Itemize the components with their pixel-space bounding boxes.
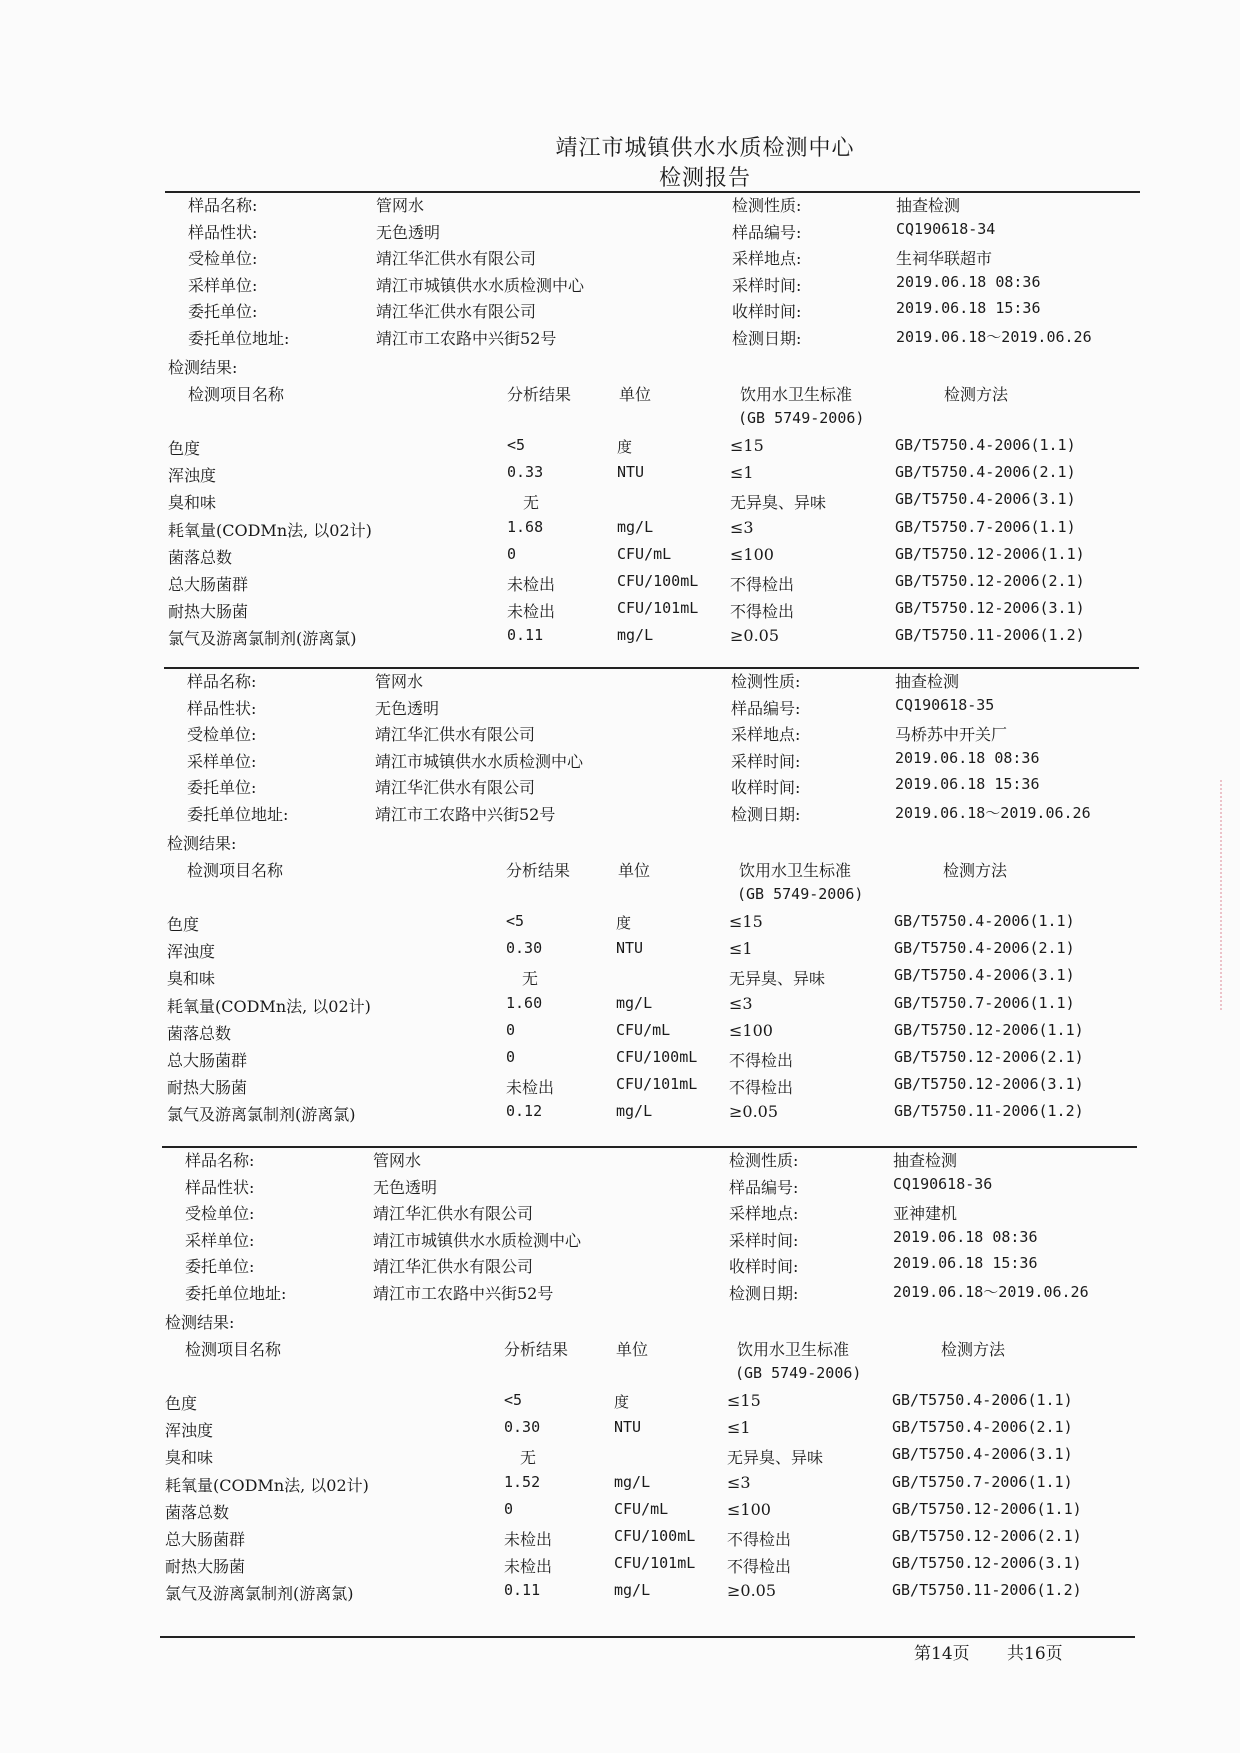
- field-label-sample-name: 样品名称:: [188, 196, 258, 215]
- cell-unit: CFU/101mL: [614, 1554, 696, 1573]
- table-row: [0, 1527, 1240, 1551]
- results-table-header-sub: [0, 409, 1240, 433]
- cell-method: GB/T5750.11-2006(1.2): [895, 626, 1085, 645]
- sample-info-row: [0, 1201, 1240, 1225]
- cell-unit: CFU/101mL: [617, 599, 699, 618]
- cell-standard: ≥0.05: [727, 1581, 777, 1601]
- org-title: 靖江市城镇供水水质检测中心: [555, 136, 855, 161]
- table-row: [0, 966, 1240, 990]
- field-value-client-address: 靖江市工农路中兴街52号: [373, 1283, 554, 1303]
- cell-unit: 度: [617, 438, 633, 456]
- cell-standard: 无异臭、异味: [729, 969, 826, 989]
- field-label-sample-name: 样品名称:: [185, 1151, 255, 1170]
- cell-method: GB/T5750.4-2006(1.1): [895, 436, 1076, 454]
- results-table-header: [0, 1337, 1240, 1361]
- results-table-header-sub: [0, 885, 1240, 909]
- cell-item: 菌落总数: [168, 547, 233, 567]
- field-value-sample-state: 无色透明: [373, 1177, 438, 1197]
- field-label-client-address: 委托单位地址:: [188, 328, 290, 348]
- field-label-sample-state: 样品性状:: [187, 698, 257, 718]
- field-value-sample-no: CQ190618-35: [895, 695, 995, 714]
- cell-item: 浑浊度: [168, 466, 217, 486]
- field-label-sample-no: 样品编号:: [729, 1177, 799, 1197]
- table-row: [0, 939, 1240, 963]
- sample-info-row: [0, 1281, 1240, 1305]
- cell-unit: CFU/mL: [617, 544, 672, 563]
- field-value-sampling-site: 生祠华联超市: [896, 249, 993, 268]
- cell-method: GB/T5750.7-2006(1.1): [895, 517, 1076, 536]
- cell-method: GB/T5750.12-2006(2.1): [894, 1048, 1084, 1066]
- table-row: [0, 1418, 1240, 1442]
- cell-unit: CFU/mL: [614, 1499, 669, 1518]
- col-header-method: 检测方法: [943, 861, 1008, 880]
- field-label-sampling-site: 采样地点:: [731, 725, 801, 744]
- field-value-sampling-unit: 靖江市城镇供水水质检测中心: [375, 751, 584, 771]
- results-table-header: [0, 858, 1240, 882]
- cell-result: 0.33: [507, 463, 544, 482]
- cell-standard: ≤1: [727, 1418, 751, 1438]
- field-label-test-nature: 检测性质:: [732, 196, 802, 215]
- field-label-inspected-unit: 受检单位:: [188, 249, 258, 268]
- table-row: [0, 545, 1240, 569]
- cell-result: <5: [506, 912, 525, 930]
- field-value-sampling-site: 马桥苏中开关厂: [895, 725, 1008, 744]
- results-heading: [0, 355, 1240, 379]
- field-value-sample-name: 管网水: [373, 1151, 422, 1170]
- col-header-standard-code: (GB 5749-2006): [737, 885, 864, 903]
- cell-unit: CFU/100mL: [617, 572, 699, 590]
- field-value-sample-name: 管网水: [376, 196, 425, 215]
- cell-method: GB/T5750.12-2006(2.1): [895, 572, 1085, 590]
- col-header-standard: 饮用水卫生标准: [740, 385, 853, 404]
- cell-item: 耗氧量(CODMn法, 以02计): [165, 1475, 369, 1495]
- sample-info-row: [0, 273, 1240, 297]
- cell-result: <5: [507, 436, 526, 454]
- cell-item: 耐热大肠菌: [168, 602, 249, 622]
- results-heading: [0, 1310, 1240, 1334]
- field-label-client-unit: 委托单位:: [187, 778, 257, 797]
- cell-unit: CFU/100mL: [616, 1048, 698, 1066]
- sample-info-row: [0, 299, 1240, 323]
- cell-method: GB/T5750.4-2006(1.1): [894, 912, 1075, 930]
- sample-info-row: [0, 246, 1240, 270]
- cell-method: GB/T5750.12-2006(1.1): [895, 544, 1085, 563]
- col-header-method: 检测方法: [941, 1340, 1006, 1359]
- results-heading: [0, 831, 1240, 855]
- field-label-sample-no: 样品编号:: [731, 698, 801, 718]
- table-row: [0, 1500, 1240, 1524]
- field-label-sample-name: 样品名称:: [187, 672, 257, 691]
- field-label-client-address: 委托单位地址:: [185, 1283, 287, 1303]
- sample-info-row: [0, 1148, 1240, 1172]
- col-header-standard-code: (GB 5749-2006): [738, 409, 865, 427]
- cell-method: GB/T5750.12-2006(2.1): [892, 1527, 1082, 1545]
- cell-method: GB/T5750.4-2006(1.1): [892, 1391, 1073, 1409]
- table-row: [0, 599, 1240, 623]
- sample-info-row: [0, 669, 1240, 693]
- cell-result: 无: [522, 969, 539, 989]
- sample-info-row: [0, 193, 1240, 217]
- cell-result: 0.30: [506, 939, 543, 958]
- cell-standard: 不得检出: [730, 575, 795, 594]
- field-value-client-unit: 靖江华汇供水有限公司: [375, 778, 536, 797]
- col-header-unit: 单位: [618, 861, 651, 880]
- cell-result: 1.60: [506, 993, 543, 1012]
- field-label-test-date: 检测日期:: [729, 1283, 799, 1303]
- report-title: 检测报告: [658, 166, 751, 191]
- cell-item: 耗氧量(CODMn法, 以02计): [168, 520, 372, 540]
- cell-unit: CFU/100mL: [614, 1527, 696, 1545]
- table-row: [0, 1102, 1240, 1126]
- cell-unit: 度: [616, 914, 632, 932]
- table-row: [0, 436, 1240, 460]
- cell-item: 菌落总数: [165, 1502, 230, 1522]
- cell-item: 氯气及游离氯制剂(游离氯): [167, 1105, 356, 1125]
- table-row: [0, 1021, 1240, 1045]
- results-label: 检测结果:: [168, 358, 238, 377]
- field-value-sampling-unit: 靖江市城镇供水水质检测中心: [373, 1230, 582, 1250]
- table-row: [0, 463, 1240, 487]
- cell-standard: 不得检出: [727, 1530, 792, 1549]
- cell-result: <5: [504, 1391, 523, 1409]
- cell-item: 总大肠菌群: [168, 575, 249, 594]
- sample-info-row: [0, 1254, 1240, 1278]
- cell-result: 0: [506, 1048, 516, 1066]
- cell-standard: 不得检出: [729, 1051, 794, 1070]
- cell-method: GB/T5750.7-2006(1.1): [894, 993, 1075, 1012]
- col-header-standard: 饮用水卫生标准: [737, 1340, 850, 1359]
- table-row: [0, 1075, 1240, 1099]
- cell-method: GB/T5750.4-2006(3.1): [895, 490, 1076, 509]
- cell-standard: ≤15: [730, 436, 764, 455]
- table-row: [0, 994, 1240, 1018]
- cell-item: 色度: [168, 439, 201, 458]
- cell-result: 未检出: [507, 602, 556, 622]
- field-value-client-unit: 靖江华汇供水有限公司: [373, 1257, 534, 1276]
- cell-method: GB/T5750.11-2006(1.2): [894, 1102, 1084, 1121]
- sample-info-row: [0, 802, 1240, 826]
- cell-result: 无: [523, 493, 540, 513]
- field-label-client-unit: 委托单位:: [188, 302, 258, 321]
- results-label: 检测结果:: [167, 834, 237, 853]
- cell-item: 耗氧量(CODMn法, 以02计): [167, 996, 371, 1016]
- col-header-standard-code: (GB 5749-2006): [735, 1364, 862, 1382]
- sample-info-row: [0, 775, 1240, 799]
- cell-item: 臭和味: [168, 493, 217, 513]
- cell-item: 浑浊度: [167, 942, 216, 962]
- field-label-sampling-site: 采样地点:: [732, 249, 802, 268]
- field-label-test-date: 检测日期:: [732, 328, 802, 348]
- table-row: [0, 1473, 1240, 1497]
- cell-unit: mg/L: [616, 993, 653, 1012]
- field-label-inspected-unit: 受检单位:: [187, 725, 257, 744]
- cell-standard: ≤15: [727, 1391, 761, 1410]
- cell-unit: 度: [614, 1393, 630, 1411]
- field-label-inspected-unit: 受检单位:: [185, 1204, 255, 1223]
- field-value-sampling-site: 亚神建机: [893, 1204, 958, 1223]
- field-value-inspected-unit: 靖江华汇供水有限公司: [375, 725, 536, 744]
- table-row: [0, 912, 1240, 936]
- field-label-sampling-site: 采样地点:: [729, 1204, 799, 1223]
- cell-method: GB/T5750.12-2006(3.1): [892, 1554, 1082, 1573]
- col-header-result: 分析结果: [504, 1340, 569, 1359]
- cell-unit: CFU/mL: [616, 1020, 671, 1039]
- table-row: [0, 1554, 1240, 1578]
- cell-item: 总大肠菌群: [165, 1530, 246, 1549]
- field-value-sampling-time: 2019.06.18 08:36: [895, 748, 1040, 767]
- sample-info-row: [0, 722, 1240, 746]
- cell-method: GB/T5750.11-2006(1.2): [892, 1581, 1082, 1600]
- col-header-item: 检测项目名称: [185, 1340, 282, 1359]
- sample-info-row: [0, 220, 1240, 244]
- page-total: 共16页: [1007, 1644, 1063, 1664]
- cell-standard: ≥0.05: [729, 1102, 779, 1122]
- cell-standard: ≤1: [729, 939, 753, 959]
- field-value-client-address: 靖江市工农路中兴街52号: [376, 328, 557, 348]
- cell-result: 未检出: [506, 1078, 555, 1098]
- cell-standard: 无异臭、异味: [730, 493, 827, 513]
- field-label-sampling-time: 采样时间:: [732, 275, 802, 295]
- cell-result: 未检出: [504, 1530, 553, 1549]
- field-value-sampling-time: 2019.06.18 08:36: [896, 272, 1041, 291]
- col-header-unit: 单位: [616, 1340, 649, 1359]
- field-value-sample-no: CQ190618-36: [893, 1174, 993, 1193]
- field-label-receive-time: 收样时间:: [732, 302, 802, 321]
- cell-method: GB/T5750.7-2006(1.1): [892, 1472, 1073, 1491]
- results-label: 检测结果:: [165, 1313, 235, 1332]
- cell-standard: 不得检出: [729, 1078, 794, 1098]
- cell-item: 氯气及游离氯制剂(游离氯): [165, 1584, 354, 1604]
- page-number: 第14页: [914, 1644, 970, 1664]
- table-row: [0, 626, 1240, 650]
- cell-item: 浑浊度: [165, 1421, 214, 1441]
- cell-method: GB/T5750.4-2006(2.1): [894, 939, 1075, 958]
- table-row: [0, 518, 1240, 542]
- cell-item: 氯气及游离氯制剂(游离氯): [168, 629, 357, 649]
- field-value-sample-name: 管网水: [375, 672, 424, 691]
- cell-method: GB/T5750.4-2006(3.1): [892, 1445, 1073, 1464]
- field-label-sample-no: 样品编号:: [732, 222, 802, 242]
- cell-unit: mg/L: [614, 1472, 651, 1491]
- cell-unit: NTU: [617, 463, 645, 482]
- cell-unit: CFU/101mL: [616, 1075, 698, 1094]
- cell-standard: ≤1: [730, 463, 754, 483]
- cell-item: 耐热大肠菌: [167, 1078, 248, 1098]
- field-value-client-address: 靖江市工农路中兴街52号: [375, 804, 556, 824]
- cell-item: 色度: [167, 915, 200, 934]
- cell-result: 无: [520, 1448, 537, 1468]
- seal-edge-mark: [1220, 780, 1240, 1010]
- sample-info-row: [0, 696, 1240, 720]
- cell-result: 0: [504, 1499, 514, 1518]
- field-label-sampling-time: 采样时间:: [731, 751, 801, 771]
- field-label-sampling-unit: 采样单位:: [187, 751, 257, 771]
- sample-info-row: [0, 1228, 1240, 1252]
- field-value-sample-state: 无色透明: [376, 222, 441, 242]
- cell-unit: NTU: [616, 939, 644, 958]
- cell-method: GB/T5750.12-2006(1.1): [892, 1499, 1082, 1518]
- field-value-sample-state: 无色透明: [375, 698, 440, 718]
- sample-info-row: [0, 749, 1240, 773]
- cell-method: GB/T5750.12-2006(3.1): [894, 1075, 1084, 1094]
- cell-standard: 不得检出: [730, 602, 795, 622]
- field-value-receive-time: 2019.06.18 15:36: [896, 299, 1041, 317]
- cell-standard: ≤3: [729, 993, 753, 1013]
- cell-item: 色度: [165, 1394, 198, 1413]
- field-value-receive-time: 2019.06.18 15:36: [893, 1254, 1038, 1272]
- cell-standard: ≤3: [727, 1472, 751, 1492]
- cell-unit: NTU: [614, 1418, 642, 1437]
- field-label-client-unit: 委托单位:: [185, 1257, 255, 1276]
- cell-standard: ≤3: [730, 517, 754, 537]
- cell-standard: ≤100: [727, 1499, 771, 1519]
- field-value-test-nature: 抽查检测: [895, 672, 960, 691]
- cell-unit: mg/L: [616, 1102, 653, 1121]
- results-table-header: [0, 382, 1240, 406]
- field-label-test-date: 检测日期:: [731, 804, 801, 824]
- field-value-test-date: 2019.06.18～2019.06.26: [895, 803, 1091, 822]
- cell-item: 耐热大肠菌: [165, 1557, 246, 1577]
- cell-result: 1.52: [504, 1472, 541, 1491]
- field-value-test-nature: 抽查检测: [896, 196, 961, 215]
- field-label-test-nature: 检测性质:: [729, 1151, 799, 1170]
- cell-method: GB/T5750.4-2006(2.1): [895, 463, 1076, 482]
- field-label-sampling-time: 采样时间:: [729, 1230, 799, 1250]
- table-row: [0, 572, 1240, 596]
- table-row: [0, 1048, 1240, 1072]
- cell-unit: mg/L: [614, 1581, 651, 1600]
- col-header-item: 检测项目名称: [188, 385, 285, 404]
- cell-result: 未检出: [504, 1557, 553, 1577]
- cell-unit: mg/L: [617, 626, 654, 645]
- cell-result: 1.68: [507, 517, 544, 536]
- cell-result: 0: [506, 1020, 516, 1039]
- cell-method: GB/T5750.4-2006(3.1): [894, 966, 1075, 985]
- col-header-item: 检测项目名称: [187, 861, 284, 880]
- cell-unit: mg/L: [617, 517, 654, 536]
- cell-standard: 无异臭、异味: [727, 1448, 824, 1468]
- table-row: [0, 1581, 1240, 1605]
- cell-method: GB/T5750.12-2006(3.1): [895, 599, 1085, 618]
- field-value-inspected-unit: 靖江华汇供水有限公司: [373, 1204, 534, 1223]
- cell-standard: ≤100: [730, 544, 774, 564]
- field-value-sample-no: CQ190618-34: [896, 219, 996, 238]
- cell-method: GB/T5750.12-2006(1.1): [894, 1020, 1084, 1039]
- cell-result: 0.12: [506, 1102, 543, 1121]
- cell-standard: ≥0.05: [730, 626, 780, 646]
- cell-item: 臭和味: [165, 1448, 214, 1468]
- field-value-test-date: 2019.06.18～2019.06.26: [896, 327, 1092, 346]
- field-label-sample-state: 样品性状:: [188, 222, 258, 242]
- field-value-test-date: 2019.06.18～2019.06.26: [893, 1282, 1089, 1301]
- field-value-sampling-unit: 靖江市城镇供水水质检测中心: [376, 275, 585, 295]
- field-label-receive-time: 收样时间:: [729, 1257, 799, 1276]
- cell-item: 菌落总数: [167, 1023, 232, 1043]
- cell-result: 0.11: [507, 626, 544, 645]
- col-header-unit: 单位: [619, 385, 652, 404]
- col-header-result: 分析结果: [506, 861, 571, 880]
- field-label-receive-time: 收样时间:: [731, 778, 801, 797]
- cell-item: 臭和味: [167, 969, 216, 989]
- field-value-receive-time: 2019.06.18 15:36: [895, 775, 1040, 793]
- field-value-sampling-time: 2019.06.18 08:36: [893, 1227, 1038, 1246]
- cell-result: 0.30: [504, 1418, 541, 1437]
- table-row: [0, 490, 1240, 514]
- table-row: [0, 1445, 1240, 1469]
- sample-info-row: [0, 1175, 1240, 1199]
- cell-item: 总大肠菌群: [167, 1051, 248, 1070]
- field-label-sampling-unit: 采样单位:: [185, 1230, 255, 1250]
- col-header-result: 分析结果: [507, 385, 572, 404]
- col-header-standard: 饮用水卫生标准: [739, 861, 852, 880]
- results-table-header-sub: [0, 1364, 1240, 1388]
- cell-result: 0.11: [504, 1581, 541, 1600]
- sample-info-row: [0, 326, 1240, 350]
- field-value-test-nature: 抽查检测: [893, 1151, 958, 1170]
- field-value-inspected-unit: 靖江华汇供水有限公司: [376, 249, 537, 268]
- field-label-test-nature: 检测性质:: [731, 672, 801, 691]
- field-value-client-unit: 靖江华汇供水有限公司: [376, 302, 537, 321]
- field-label-sampling-unit: 采样单位:: [188, 275, 258, 295]
- bottom-divider: [160, 1636, 1135, 1638]
- col-header-method: 检测方法: [944, 385, 1009, 404]
- field-label-client-address: 委托单位地址:: [187, 804, 289, 824]
- table-row: [0, 1391, 1240, 1415]
- cell-standard: 不得检出: [727, 1557, 792, 1577]
- cell-result: 未检出: [507, 575, 556, 594]
- cell-standard: ≤15: [729, 912, 763, 931]
- cell-result: 0: [507, 544, 517, 563]
- cell-standard: ≤100: [729, 1020, 773, 1040]
- cell-method: GB/T5750.4-2006(2.1): [892, 1418, 1073, 1437]
- field-label-sample-state: 样品性状:: [185, 1177, 255, 1197]
